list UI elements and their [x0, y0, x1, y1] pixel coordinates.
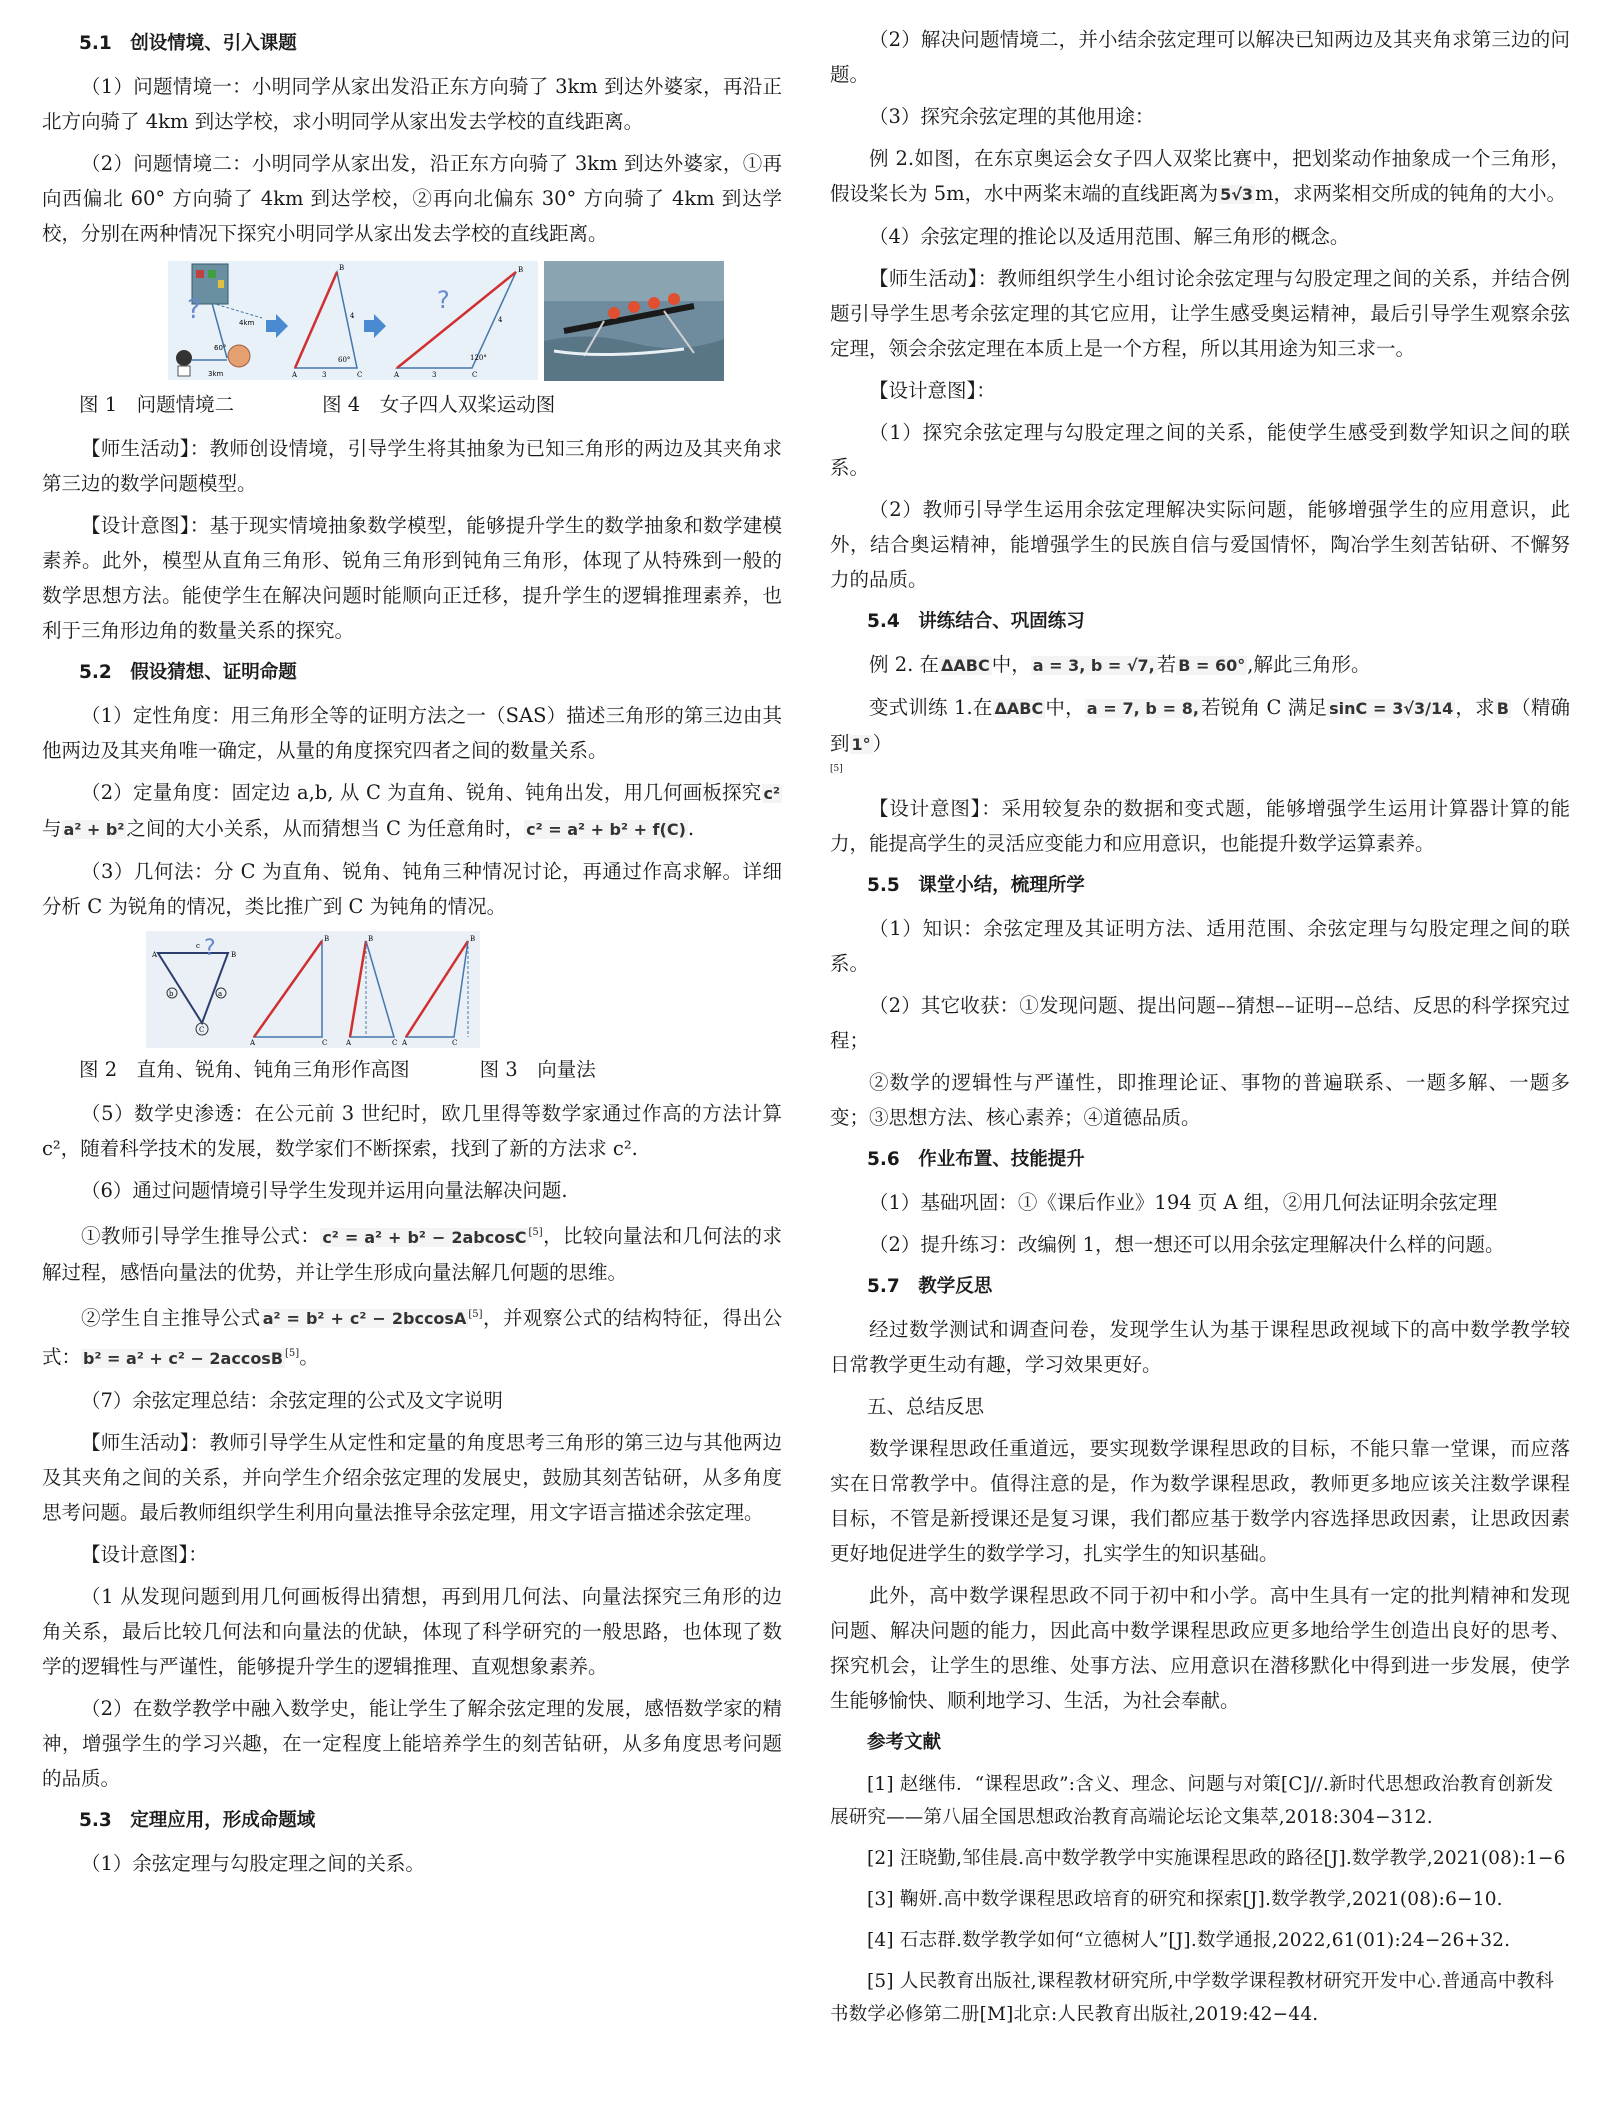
s55-paragraph-1: （1）知识：余弦定理及其证明方法、适用范围、余弦定理与勾股定理之间的联系。 [830, 917, 1570, 975]
s52-paragraph-5: （5）数学史渗透：在公元前 3 世纪时，欧几里得等数学家通过作高的方法计算 c²，随着科学技术的发展，数学家们不断探索，找到了新的方法求 c². [42, 1102, 782, 1160]
design-intent-3-item-2: （2）教师引导学生运用余弦定理解决实际问题，能够增强学生的应用意识，此外，结合奥运精神，能增强学生的民族自信与爱国情怀，陶冶学生刻苦钻研、不懈努力的品质。 [830, 498, 1570, 591]
section-5-1-heading: 5.1 创设情境、引入课题 [79, 33, 297, 54]
s52-p2-text-b: 与 [42, 817, 62, 840]
s5-paragraph-2: 此外，高中数学课程思政不同于初中和小学。高中生具有一定的批判精神和发现问题、解决问题的能力，因此高中数学课程思政应更多地给学生创造出良好的思考、探究机会，让学生的思维、处事方法、应用意识在潜移默化中得到进一步发展，使学生能够愉快、顺利地学习、生活，为社会奉献。 [830, 1584, 1570, 1712]
s55-paragraph-2: （2）其它收获：①发现问题、提出问题––猜想––证明––总结、反思的科学探究过程； [830, 994, 1570, 1052]
tri1-side-4: 4 [350, 312, 355, 320]
acute-vertex-C: C [392, 1039, 398, 1047]
rt-vertex-C: C [322, 1039, 328, 1047]
s52-p6-2-text-c: 。 [299, 1345, 319, 1369]
section-5-6-heading: 5.6 作业布置、技能提升 [867, 1149, 1085, 1170]
formula-law-of-cosines-b: b² = a² + c² − 2accosB [83, 1348, 284, 1368]
question-mark-3: ? [204, 936, 216, 961]
tri2-vertex-A: A [394, 371, 400, 379]
formula-triangle-abc: ΔABC [941, 656, 990, 675]
tri1-vertex-A: A [292, 371, 298, 379]
design-intent-2-item-1: （1 从发现问题到用几何画板得出猜想，再到用几何法、向量法探究三角形的边角关系，最后比较几何法和向量法的优缺，体现了科学研究的一般思路，也体现了数学的逻辑性与严谨性，能够提升学生的逻辑推理、直观想象素养。 [42, 1584, 782, 1678]
formula-B-60: B = 60° [1178, 656, 1246, 675]
tri2-side-4: 4 [498, 316, 503, 324]
s52-p2-text-c: 之间的大小关系，从而猜想当 C 为任意角时， [126, 817, 525, 840]
figure-2-3-triangles [146, 931, 486, 1048]
formula-conjecture: c² = a² + b² + f(C) [526, 820, 686, 839]
s53-paragraph-3: （3）探究余弦定理的其他用途： [869, 105, 1155, 128]
s57-paragraph-1: 经过数学测试和调查问卷，发现学生认为基于课程思政视域下的高中数学教学较日常教学更生动有趣，学习效果更好。 [830, 1318, 1570, 1376]
s52-paragraph-6-1 [42, 1215, 782, 1290]
rt-vertex-A: A [250, 1039, 256, 1047]
s52-p6-1-text-a: ①教师引导学生推导公式： [81, 1224, 321, 1248]
s53-paragraph-4: （4）余弦定理的推论以及适用范围、解三角形的概念。 [869, 225, 1350, 248]
figure-row-1 [42, 258, 782, 383]
obtuse-vertex-B: B [470, 935, 476, 943]
s52-p2-text-d: . [687, 817, 695, 840]
formula-law-of-cosines-c: c² = a² + b² − 2abcosC [322, 1227, 527, 1247]
tri1-vertex-C: C [357, 371, 363, 379]
label-3km: 3km [208, 370, 224, 378]
design-intent-3-title: 【设计意图】： [869, 379, 996, 402]
s54-variant-1 [830, 690, 1570, 762]
tri2-vertex-B: B [518, 266, 524, 274]
label-4km: 4km [239, 319, 255, 327]
s52-p2-text-a: （2）定量角度：固定边 a,b, 从 C 为直角、锐角、钝角出发，用几何画板探究 [81, 781, 762, 804]
section-5-7-heading: 5.7 教学反思 [867, 1276, 993, 1297]
formula-triangle-abc: ΔABC [994, 699, 1044, 718]
vec-vertex-A: A [152, 951, 158, 959]
section-5-heading: 五、总结反思 [867, 1395, 985, 1418]
figure-1-caption: 图 1 问题情境二 [79, 393, 235, 416]
obtuse-vertex-C: C [452, 1039, 458, 1047]
shisheng-activity-3: 【师生活动】：教师组织学生小组讨论余弦定理与勾股定理之间的关系，并结合例题引导学生思考余弦定理的其它应用，让学生感受奥运精神，最后引导学生观察余弦定理，领会余弦定理在本质上是一个方程，所以其用途为知三求一。 [830, 267, 1570, 360]
figure-4-rowing-photo [544, 261, 724, 381]
tri1-side-3: 3 [322, 371, 327, 379]
s53-paragraph-1: （1）余弦定理与勾股定理之间的关系。 [81, 1851, 425, 1875]
s54-example-2 [830, 647, 1570, 683]
s53-paragraph-2: （2）解决问题情境二，并小结余弦定理可以解决已知两边及其夹角求第三边的问题。 [830, 28, 1570, 86]
s54-ex2-text-a: 例 2. 在 [869, 653, 940, 676]
variant-text-a: 变式训练 1.在 [869, 696, 993, 719]
caption-row-1 [42, 387, 782, 422]
shisheng-activity-1: 【师生活动】：教师创设情境，引导学生将其抽象为已知三角形的两边及其夹角求第三边的数学问题模型。 [42, 437, 782, 495]
s52-p6-1-text-b: ，比较向量法和几何法的求解过程，感悟向量法的优势，并让学生形成向量法解几何题的思维。 [42, 1224, 782, 1284]
section-5-3-heading: 5.3 定理应用，形成命题域 [79, 1809, 316, 1831]
reference-2: [2] 汪晓勤,邹佳晨.高中数学教学中实施课程思政的路径[J].数学教学,2021(08):1−6 [867, 1848, 1566, 1869]
variant-text-f: ） [872, 732, 893, 755]
references-heading: 参考文献 [867, 1732, 942, 1753]
vec-vertex-C: C [199, 1026, 205, 1034]
tri1-angle-60: 60° [338, 356, 351, 364]
design-intent-3-item-1: （1）探究余弦定理与勾股定理之间的关系，能使学生感受到数学知识之间的联系。 [830, 421, 1570, 479]
figure-4-caption: 图 4 女子四人双桨运动图 [322, 393, 556, 416]
variant-text-e: （精确到 [830, 696, 1570, 755]
reference-1: [1] 赵继伟．“课程思政”:含义、理念、问题与对策[C]//.新时代思想政治教育创新发展研究——第八届全国思想政治教育高端论坛论文集萃,2018:304−312. [830, 1774, 1554, 1828]
section-5-5-heading: 5.5 课堂小结，梳理所学 [867, 875, 1085, 896]
section-5-4-heading: 5.4 讲练结合、巩固练习 [867, 611, 1085, 632]
citation-5: [5] [468, 1308, 483, 1320]
variant-text-c: 若锐角 C 满足 [1200, 696, 1328, 719]
figure-3-caption: 图 3 向量法 [479, 1058, 596, 1081]
ex2-text-a: 例 2.如图，在东京奥运会女子四人双桨比赛中，把划桨动作抽象成一个三角形，假设桨长为 5m，水中两桨末端的直线距离为 [830, 147, 1570, 205]
formula-B: B [1496, 699, 1509, 718]
variant-text-b: 中， [1045, 696, 1085, 719]
section-5-2-heading: 5.2 假设猜想、证明命题 [79, 662, 297, 683]
s54-ex2-text-d: ,解此三角形。 [1247, 653, 1371, 676]
variant-text-d: ，求 [1455, 696, 1495, 719]
formula-sinC: sinC = 3√3/14 [1329, 699, 1454, 718]
tri1-vertex-B: B [339, 264, 345, 272]
ex2-text-b: m，求两桨相交所成的钝角的大小。 [1255, 182, 1567, 205]
design-intent-2-item-2: （2）在数学教学中融入数学史，能让学生了解余弦定理的发展，感悟数学家的精神，增强学生的学习兴趣，在一定程度上能培养学生的刻苦钻研，从多角度思考问题的品质。 [42, 1696, 782, 1790]
citation-5: [5] [528, 1227, 543, 1238]
s53-example-2 [830, 141, 1570, 212]
formula-a2-plus-b2: a² + b² [63, 820, 125, 839]
s56-paragraph-2: （2）提升练习：改编例 1，想一想还可以用余弦定理解决什么样的问题。 [869, 1233, 1505, 1256]
s52-paragraph-7: （7）余弦定理总结：余弦定理的公式及文字说明 [81, 1388, 503, 1412]
s5-paragraph-1: 数学课程思政任重道远，要实现数学课程思政的目标，不能只靠一堂课，而应落实在日常教学中。值得注意的是，作为数学课程思政，教师更多地应该关注数学课程目标，不管是新授课还是复习课，我们都应基于数学内容选择思政因素，让思政因素更好地促进学生的数学学习，扎实学生的知识基础。 [830, 1437, 1570, 1565]
caption-row-2 [42, 1052, 782, 1087]
tri2-side-3: 3 [432, 371, 437, 379]
s52-paragraph-6: （6）通过问题情境引导学生发现并运用向量法解决问题. [81, 1179, 568, 1202]
reference-4: [4] 石志群.数学教学如何“立德树人”[J].数学通报,2022,61(01):24−26+32. [867, 1930, 1511, 1951]
formula-c-squared: c² [763, 784, 780, 803]
vec-side-c: c [196, 942, 200, 950]
vec-vertex-B: B [231, 951, 237, 959]
tri2-vertex-C: C [472, 371, 478, 379]
s56-paragraph-1: （1）基础巩固：①《课后作业》194 页 A 组，②用几何法证明余弦定理 [869, 1191, 1498, 1214]
tri2-angle-120: 120° [470, 354, 487, 362]
s52-paragraph-1: （1）定性角度：用三角形全等的证明方法之一（SAS）描述三角形的第三边由其他两边及其夹角唯一确定，从量的角度探究四者之间的数量关系。 [42, 704, 782, 762]
vec-side-b: b [169, 990, 174, 998]
s51-paragraph-2: （2）问题情境二：小明同学从家出发，沿正东方向骑了 3km 到达外婆家，①再向西偏北 60° 方向骑了 4km 到达学校，②再向北偏东 30° 方向骑了 4km 到达学校，分别在两种情况下探究小明同学从家出发去学校的直线距离。 [42, 152, 782, 245]
s54-ex2-text-c: 若 [1156, 653, 1177, 676]
s52-p6-2-text-a: ②学生自主推导公式 [81, 1306, 261, 1329]
obtuse-vertex-A: A [402, 1039, 408, 1047]
shisheng-activity-2: 【师生活动】：教师引导学生从定性和定量的角度思考三角形的第三边与其他两边及其夹角之间的关系，并向学生介绍余弦定理的发展史，鼓励其刻苦钻研，从多角度思考问题。最后教师组织学生利用向量法推导余弦定理，用文字语言描述余弦定理。 [42, 1430, 782, 1524]
s52-paragraph-6-2 [42, 1297, 782, 1376]
left-column [42, 22, 782, 1888]
rt-vertex-B: B [324, 935, 330, 943]
citation-note: [5] [830, 764, 843, 774]
right-column [830, 22, 1570, 2039]
formula-a7-b8: a = 7, b = 8, [1086, 699, 1199, 718]
reference-5: [5] 人民教育出版社,课程教材研究所,中学数学课程教材研究开发中心.普通高中教科书数学必修第二册[M]北京:人民教育出版社,2019:42−44. [830, 1971, 1554, 2025]
design-intent-2-title: 【设计意图】： [81, 1542, 208, 1566]
design-intent-4: 【设计意图】：采用较复杂的数据和变式题，能够增强学生运用计算器计算的能力，能提高学生的灵活应变能力和应用意识，也能提升数学运算素养。 [830, 797, 1570, 855]
figure-row-2 [42, 931, 782, 1048]
vec-side-a: a [218, 990, 223, 998]
acute-vertex-A: A [346, 1039, 352, 1047]
figure-2-caption: 图 2 直角、锐角、钝角三角形作高图 [79, 1058, 410, 1081]
s55-paragraph-3: ②数学的逻辑性与严谨性，即推理论证、事物的普遍联系、一题多解、一题多变；③思想方法、核心素养；④道德品质。 [830, 1071, 1570, 1129]
formula-law-of-cosines-a: a² = b² + c² − 2bccosA [262, 1309, 467, 1328]
question-mark-1: ? [187, 295, 201, 325]
formula-a3-b-root7: a = 3, b = √7, [1032, 656, 1155, 675]
s52-p6-2-text-b: ，并观察公式的结构特征，得出公式： [42, 1306, 782, 1369]
label-60deg: 60° [214, 344, 227, 352]
formula-5-root-3: 5√3 [1220, 185, 1254, 204]
s52-paragraph-3: （3）几何法：分 C 为直角、锐角、钝角三种情况讨论，再通过作高求解。详细分析 C 为锐角的情况，类比推广到 C 为钝角的情况。 [42, 860, 782, 918]
design-intent-1: 【设计意图】：基于现实情境抽象数学模型，能够提升学生的数学抽象和数学建模素养。此外，模型从直角三角形、锐角三角形到钝角三角形，体现了从特殊到一般的数学思想方法。能使学生在解决问题时能顺向正迁移，提升学生的逻辑推理素养，也利于三角形边角的数量关系的探究。 [42, 514, 782, 642]
s52-paragraph-2 [42, 775, 782, 847]
reference-3: [3] 鞠妍.高中数学课程思政培育的研究和探索[J].数学教学,2021(08):6−10. [867, 1889, 1503, 1910]
formula-1-degree: 1° [851, 735, 871, 754]
s54-ex2-text-b: 中， [991, 653, 1031, 676]
s51-paragraph-1: （1）问题情境一：小明同学从家出发沿正东方向骑了 3km 到达外婆家，再沿正北方向骑了 4km 到达学校，求小明同学从家出发去学校的直线距离。 [42, 75, 782, 133]
question-mark-2: ? [437, 286, 450, 314]
citation-5: [5] [285, 1348, 300, 1359]
acute-vertex-B: B [368, 935, 374, 943]
